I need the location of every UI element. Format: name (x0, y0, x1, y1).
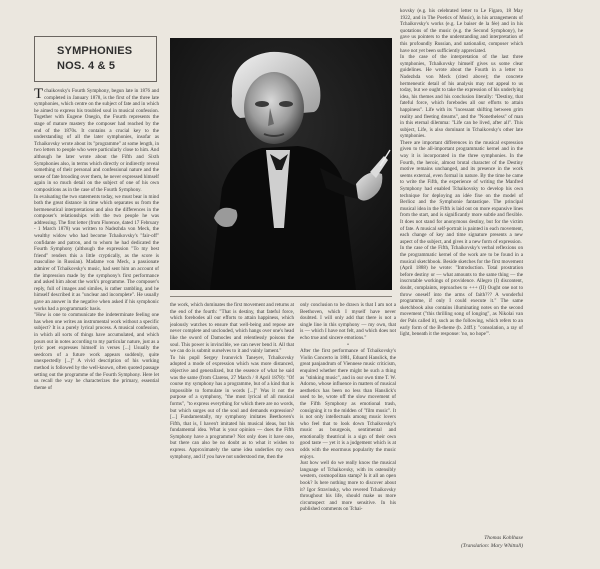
photo-rule (170, 296, 392, 297)
column-4 (400, 8, 523, 534)
column-3 (300, 302, 396, 560)
translator-credit: (Translation: Mary Whittall) (461, 543, 523, 549)
title-line-1: SYMPHONIES (57, 45, 133, 57)
column-2 (170, 302, 294, 560)
col3-para-1: only conclusion to be drawn is that I am not a Beethoven, which I myself have never doubted. I will only add that there is not a single line in this symphony — my own, that is — which I have not felt, and which does not echo true and sincere emotions." (300, 302, 396, 341)
drop-cap: T (34, 88, 44, 102)
column-1 (34, 88, 159, 558)
col1-para-3: "How is one to communicate the indeterminate feeling one has when one writes an instrumental work without a specific subject? It is a purely lyrical process. A musical confession, in which all sorts of things have accumulated, and which pours out in notes according to my particular nature, just as a lyric poet expresses himself in verses [...] Usually the seedcorn of a future work appears suddenly, quite unexpectedly [...]" A vivid description of his working method is followed by the well-known, often quoted passage setting out the programme of the Fourth Symphony. Here let us recall the way he characterizes the primary, essential theme of (34, 312, 159, 391)
col4-para-2: In the case of the interpretation of the last three symphonies, Tchaikovsky himself gives us some clear guidelines. He wrote about the Fourth in a letter to Nadezhda von Meck (cited above); the concrete hermeneutic detail of his analysis may not appeal to us today, but we ought to take the expression of his underlying idea, his themes and his conclusion literally: "Destiny, that fateful force, which forebodes all our efforts to attain happiness". Life with its "incessant shifting between grim reality and fleeting dreams", and the "Nonetheless" of man in this eternal dilemma: "Life can be lived, after all". This subject, Life, is also dominant in Tchaikovsky's other late symphonies. (400, 54, 523, 140)
conductor-photo (170, 38, 392, 290)
title-line-2: NOS. 4 & 5 (57, 60, 116, 72)
col4-para-3: There are important differences in the musical expression given to the all-important programmatic kernel and in the way it is incorporated in the three symphonies. In the Fourth, the heroic, almost brutal character of the Destiny motive remains unchanged, and its presence in the work seems external, even formal in nature. By the time he came to write the Fifth, the experience of writing the Manfred Symphony had enabled Tchaikovsky to develop his own technique for deploying an idée fixe on the model of Berlioz and the Symphonie fantastique. The principal musical idea in the Fifth is laid out on more expansive lines from the start, and is significantly more subtle and flexible. It does not stand for anonymous destiny, but for the victim of fate. A musical self-portrait is painted in each movement, each change of key and time signature presents a new aspect of the subject, and gives it a new form of expression. (400, 139, 523, 245)
col4-para-1: kovsky (e.g. his celebrated letter to Le Figaro, 18 May 1922, and in The Poetics of Music), in his arrangements of Tchaikovsky's works (e.g. Le baiser de la fée) and in his quotations of the music (e.g. the Second Symphony), he gave us pointers to the understanding and interpretation of this profoundly Russian, and nationalist, composer which have not yet been sufficiently appreciated. (400, 8, 523, 54)
col2-para-1: the work, which dominates the first movement and returns at the end of the fourth: "That is destiny, that fateful force, which forebodes all our efforts to attain happiness, which jealously watches to ensure that well-being and repose are never complete and unclouded, which hangs over one's head like the sword of Damocles and relentlessly poisons the soul. This power is invincible, we can never bend it. All that we can do is submit ourselves to it and vainly lament." (170, 302, 294, 355)
col3-para-2: After the first performance of Tchaikovsky's Violin Concerto in 1881, Eduard Hanslick, the great panjandrum of Viennese music criticism, enquired whether there might be such a thing as "stinking music", and in our own time T. W. Adorno, whose influence in matters of musical aesthetics has been no less than Hanslick's used to be, wrote off the slow movement of the Fifth Symphony as emotional trash, consigning it to the midden of "film music". It is not only intellectuals among music lovers who feel that to look down Tchaikovsky's music as bourgeois, sentimental and emotionally theatrical is a sign of their own good taste — yet it is a judgement which is at odds with the enormous popularity the music enjoys. (300, 348, 396, 460)
section-separator: • (347, 341, 349, 348)
col3-para-3: Just how well do we really know the musical language of Tchaikovsky, with its ostensibly western, cosmopolitan stamp? Is it all an open book? Is here nothing more to discover about it? Igor Stravinsky, who revered Tchaikovsky throughout his life, should make us more circumspect and more sensitive. In his published comments on Tchai- (300, 460, 396, 513)
col2-para-2: To his pupil Sergey Ivanovich Taneyev, Tchaikovsky adopted a mode of expression which was more distanced, objective and generalized, but the essence of what he said was the same (from Clarens, 27 March / 8 April 1878): "Of course my symphony has a programme, but of a kind that is impossible to formulate in words [...]" Was it not the purpose of a symphony, "the most lyrical of all musical forms", "to express everything for which there are no words, but which surges out of the soul and demands expression? [...] Fundamentally, my symphony imitates Beethoven's Fifth, that is, I haven't imitated his musical ideas, but his fundamental idea. What is your opinion — does the Fifth Symphony have a programme? Not only does it have one, but there can also be no doubt as to what it wishes to express. Approximately the same idea underlies my own symphony, and if you have not understood me, then the (170, 354, 294, 460)
conductor-photo-image (170, 38, 392, 290)
author-signature: Thomas Kohlhase (484, 535, 523, 541)
col1-para-1-text: chaikovsky's Fourth Symphony, begun late in 1876 and completed in January 1878, is the first of the three late symphonies, which centre on the subject of fate and in which he aimed to express his troubled soul in musical confession. Together with Eugene Onegin, the Fourth represents the stage of mature mastery the composer had reached by the end of the 1870s. It contains a crucial key to the understanding of all the later symphonies, insofar as Tchaikovsky wrote about its "programme" at some length, in two letters to people who were particularly close to him. And although he later wrote about the Fifth and Sixth Symphonies also, in terms which directly or indirectly reveal something of their personal and confessional nature and the sense of fate brooding over them, he never expressed himself again in so much detail on the subject of one of his own compositions as in the case of the Fourth Symphony. (34, 88, 159, 193)
title-box (34, 36, 157, 82)
col4-para-4: In the case of the Fifth, Tchaikovsky's verbal reflexions on the programmatic kernel of the work are to be found in a musical sketchbook. Beside sketches for the first movement (April 1888) he wrote: "Introduction. Total prostration before destiny or — what amounts to the same thing — the inscrutable workings of providence. Allegro (I) discontent, doubt, complaints, reproaches to +++ (II) Ought one not to throw oneself into the arms of faith??? A wonderful programme, if only I could execute it." The same sketchbook also contains illuminating notes on the second movement ("this thrilling song of longing", as Nikolai van der Pals called it), such as the following, which refers to an early form of the B-theme (b. 24ff.): "consolation, a ray of light, beneath it the response: 'no, no hope'". (400, 245, 523, 338)
col1-para-1 (34, 88, 159, 194)
col1-para-2: In evaluating the two statements today, we must bear in mind both the great distance in time which separates us from the hermeneutical interpretations and also the differences in the composer's relationships with the two people he was addressing. The first letter (from Florence, dated 17 February - 1 March 1878) was written to Nadezhda von Meck, the wealthy widow who had become Tchaikovsky's "fair-off" confidante and patron, and to whom he had dedicated the Fourth Symphony (although the expression "To my best friend" renders this a little cryptically, as the score is masculine in Russian). Madame von Meck, a passionate admirer of Tchaikovsky's music, had sent him an account of the impression made by the symphony's first performance and asked him about the work's programme. The composer's reply, full of images and similes, is rather rambling, and he himself described it as "unclear and incomplete". He usually gave an answer in the negative when asked if his symphonic works had a programmatic basis. (34, 193, 159, 312)
